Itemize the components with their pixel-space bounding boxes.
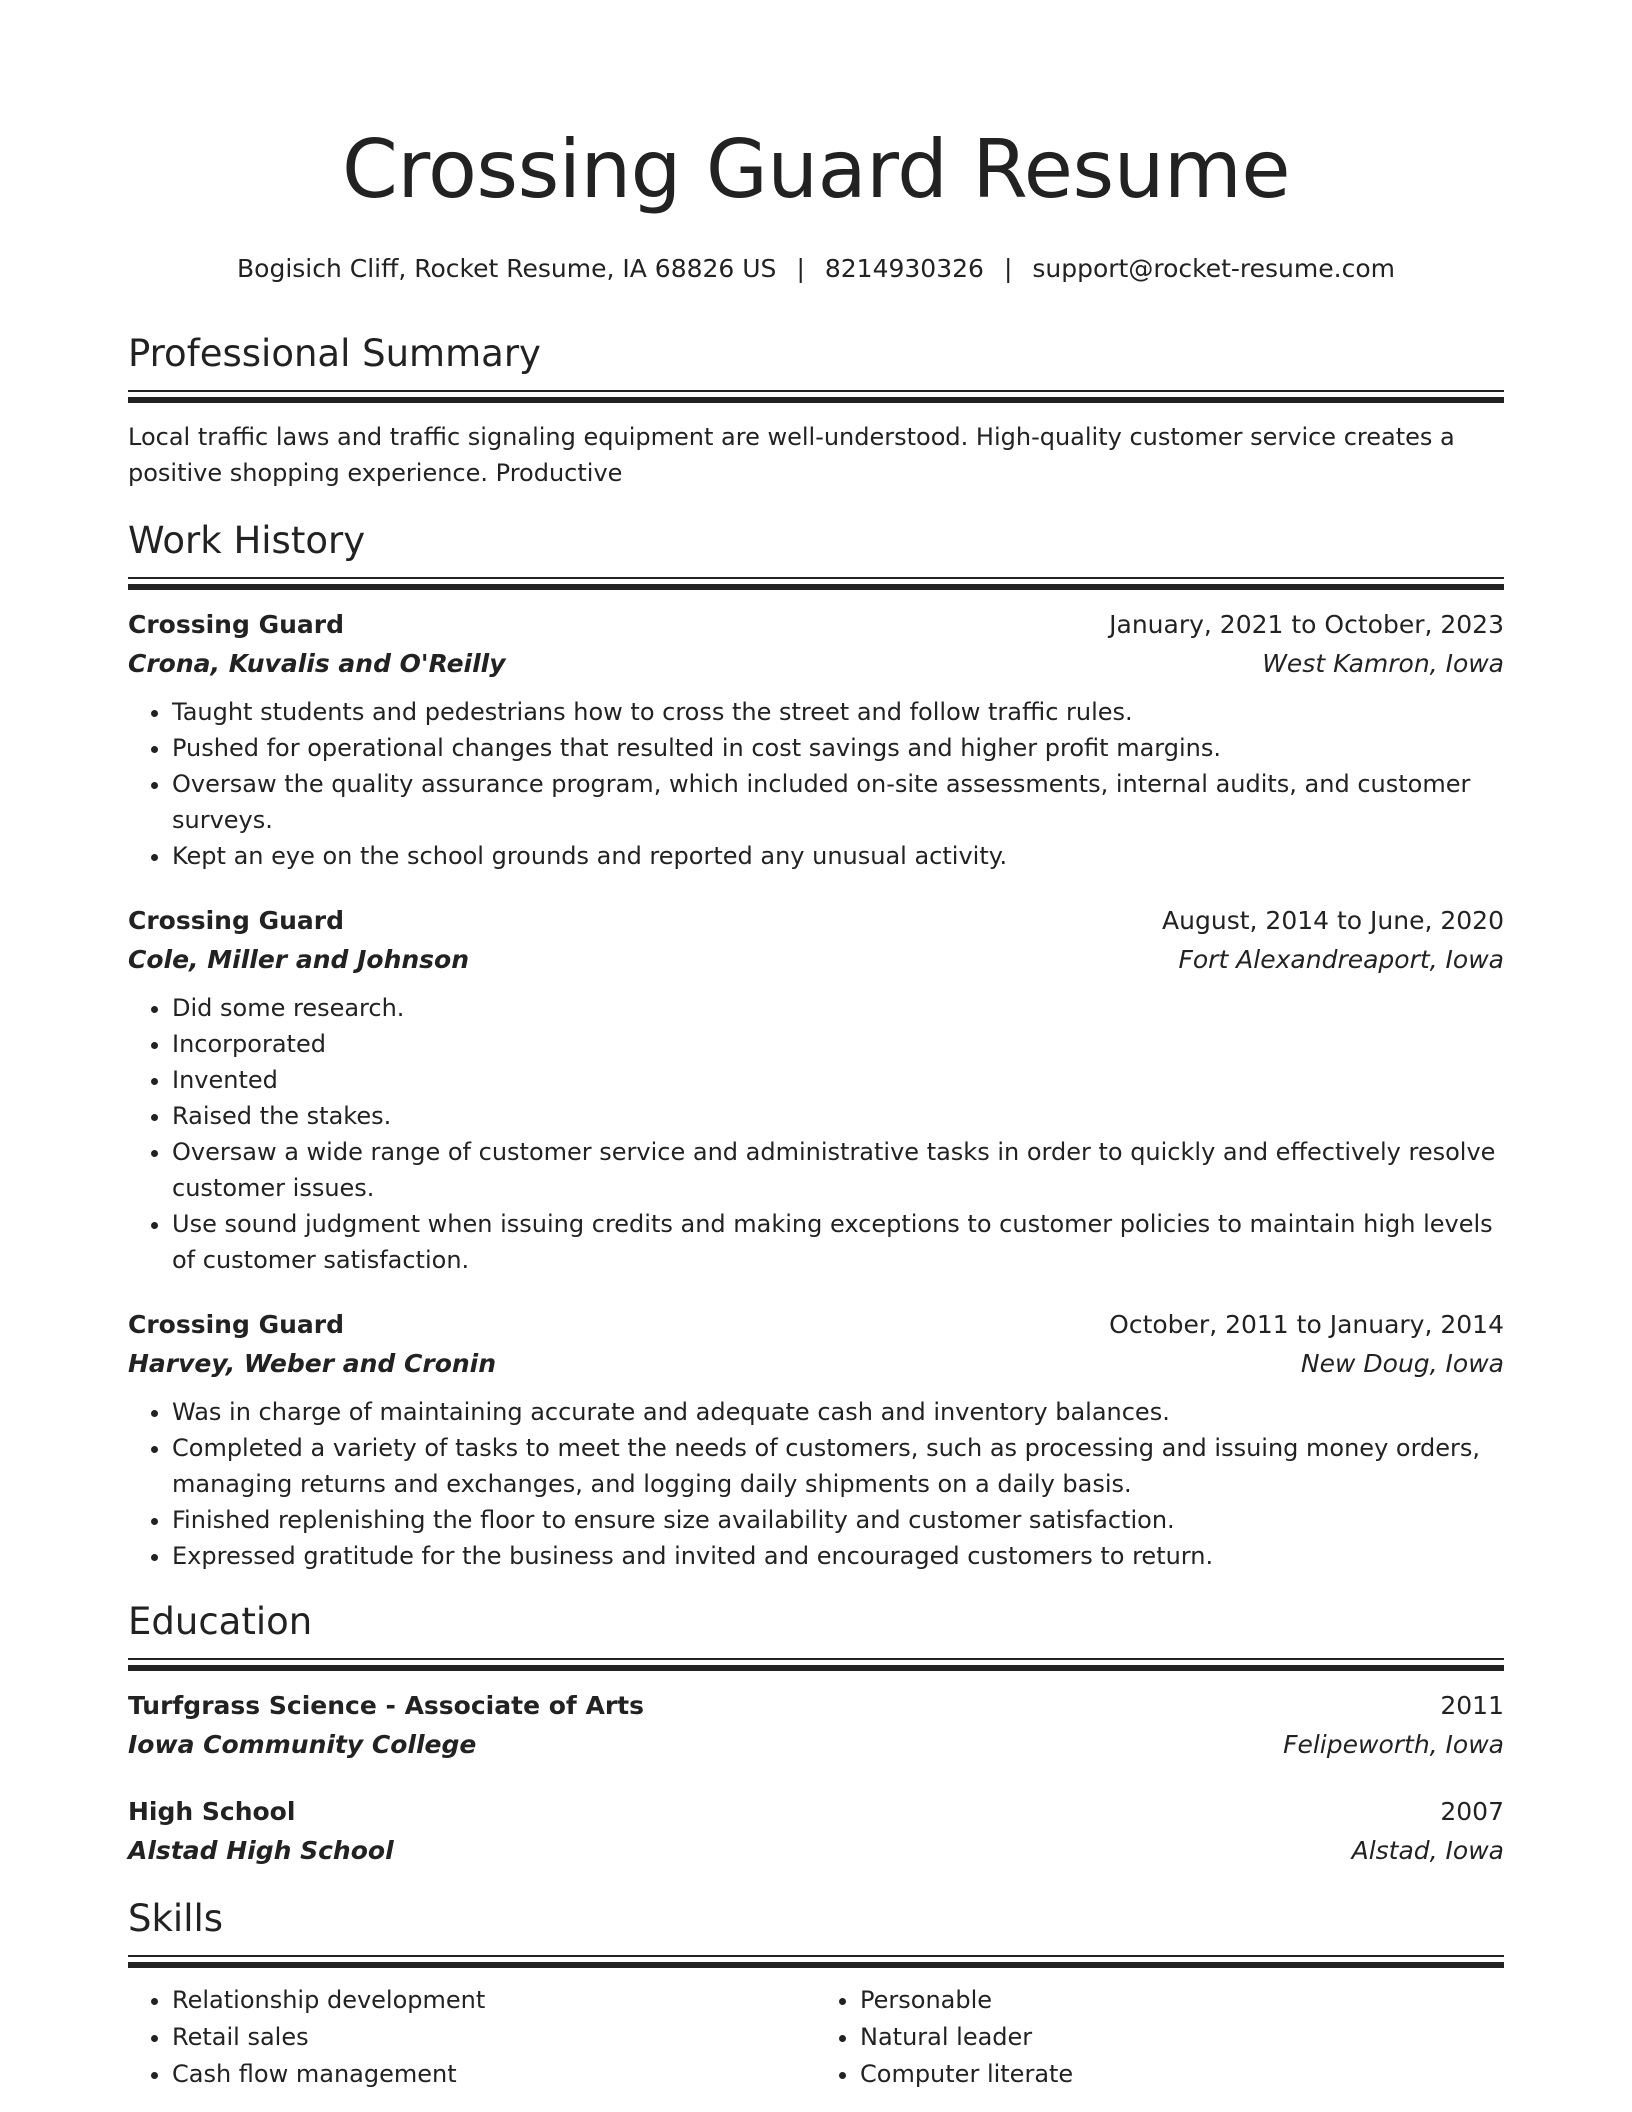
skills-columns (128, 1982, 1504, 2093)
education-entry (128, 1687, 1504, 1765)
education-section (128, 1598, 1504, 1871)
list-item: • Oversaw the quality assurance program, which included on-site assessments, internal audits, and customer surveys. (172, 766, 1504, 838)
summary-section (128, 330, 1504, 491)
list-item: • Personable (860, 1982, 1504, 2019)
section-divider (128, 390, 1504, 403)
contact-line (128, 252, 1504, 286)
school-name: Alstad High School (128, 1836, 394, 1865)
degree: High School (128, 1797, 296, 1826)
graduation-year: 2007 (1440, 1797, 1504, 1826)
contact-phone: 8214930326 (824, 254, 984, 283)
list-item: • Invented (172, 1062, 1504, 1098)
job-title: Crossing Guard (128, 610, 344, 639)
list-item: • Cash flow management (172, 2056, 816, 2093)
section-heading: Work History (128, 519, 366, 562)
list-item: • Retail sales (172, 2019, 816, 2056)
section-divider (128, 577, 1504, 590)
contact-separator: | (796, 254, 805, 283)
skills-left-column (128, 1982, 816, 2093)
list-item: • Pushed for operational changes that resulted in cost savings and higher profit margins. (172, 730, 1504, 766)
list-item: • Incorporated (172, 1026, 1504, 1062)
section-divider (128, 1955, 1504, 1968)
education-entry (128, 1793, 1504, 1871)
job-location: West Kamron, Iowa (1262, 649, 1504, 678)
job-location: New Doug, Iowa (1300, 1349, 1504, 1378)
contact-email: support@rocket-resume.com (1032, 254, 1395, 283)
job-dates: October, 2011 to January, 2014 (1109, 1310, 1504, 1339)
list-item: • Relationship development (172, 1982, 816, 2019)
summary-text: Local traffic laws and traffic signaling equipment are well-understood. High-quality customer service creates a positive shopping experience. Productive (128, 423, 1455, 487)
job-bullets (128, 694, 1504, 874)
job-dates: January, 2021 to October, 2023 (1109, 610, 1504, 639)
job-title: Crossing Guard (128, 906, 344, 935)
school-location: Alstad, Iowa (1351, 1836, 1504, 1865)
resume-title: Crossing Guard Resume (341, 123, 1291, 216)
list-item: • Completed a variety of tasks to meet the needs of customers, such as processing and issuing money orders, managing returns and exchanges, and logging daily shipments on a daily basis. (172, 1430, 1504, 1502)
list-item: • Taught students and pedestrians how to cross the street and follow traffic rules. (172, 694, 1504, 730)
school-location: Felipeworth, Iowa (1283, 1730, 1504, 1759)
section-divider (128, 1658, 1504, 1671)
section-heading: Education (128, 1600, 313, 1643)
job-company: Harvey, Weber and Cronin (128, 1349, 497, 1378)
list-item: • Expressed gratitude for the business and invited and encouraged customers to return. (172, 1538, 1504, 1574)
contact-separator: | (1003, 254, 1013, 283)
list-item: • Was in charge of maintaining accurate and adequate cash and inventory balances. (172, 1394, 1504, 1430)
list-item: • Finished replenishing the floor to ensure size availability and customer satisfaction. (172, 1502, 1504, 1538)
job-entry (128, 606, 1504, 874)
skills-right-column (816, 1982, 1504, 2093)
job-location: Fort Alexandreaport, Iowa (1178, 945, 1504, 974)
job-entry (128, 1306, 1504, 1574)
list-item: • Natural leader (860, 2019, 1504, 2056)
job-title: Crossing Guard (128, 1310, 344, 1339)
section-heading: Skills (128, 1897, 224, 1940)
graduation-year: 2011 (1440, 1691, 1504, 1720)
school-name: Iowa Community College (128, 1730, 477, 1759)
job-company: Cole, Miller and Johnson (128, 945, 470, 974)
list-item: • Raised the stakes. (172, 1098, 1504, 1134)
job-company: Crona, Kuvalis and O'Reilly (128, 649, 506, 678)
list-item: • Computer literate (860, 2056, 1504, 2093)
degree: Turfgrass Science - Associate of Arts (128, 1691, 644, 1720)
contact-address: Bogisich Cliff, Rocket Resume, IA 68826 US (237, 254, 777, 283)
skills-section (128, 1895, 1504, 2093)
job-entry (128, 902, 1504, 1278)
section-heading: Professional Summary (128, 332, 541, 375)
list-item: • Use sound judgment when issuing credits and making exceptions to customer policies to maintain high levels of customer satisfaction. (172, 1206, 1504, 1278)
job-bullets (128, 1394, 1504, 1574)
job-bullets (128, 990, 1504, 1278)
job-dates: August, 2014 to June, 2020 (1162, 906, 1504, 935)
list-item: • Oversaw a wide range of customer service and administrative tasks in order to quickly and effectively resolve customer issues. (172, 1134, 1504, 1206)
list-item: • Kept an eye on the school grounds and reported any unusual activity. (172, 838, 1504, 874)
list-item: • Did some research. (172, 990, 1504, 1026)
work-history-section (128, 517, 1504, 1574)
